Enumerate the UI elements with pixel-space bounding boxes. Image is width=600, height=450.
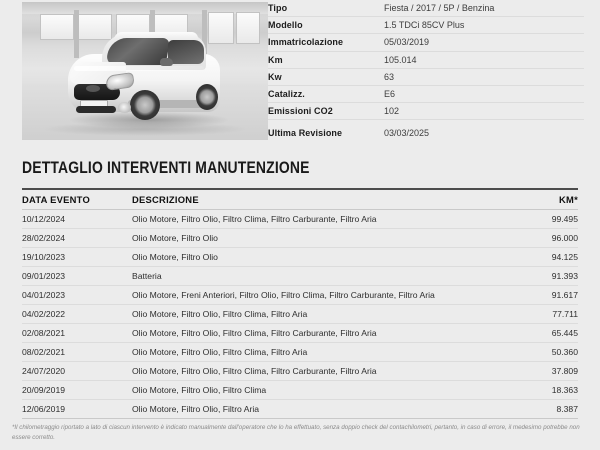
cell-km: 50.360 <box>551 347 578 357</box>
car-foglight <box>118 102 131 113</box>
spec-value: E6 <box>384 89 396 100</box>
spec-label: Immatricolazione <box>268 37 344 48</box>
spec-label: Emissioni CO2 <box>268 106 333 117</box>
cell-description: Batteria <box>132 271 162 281</box>
cell-date: 08/02/2021 <box>22 347 66 357</box>
vehicle-photo <box>22 2 268 140</box>
cell-km: 77.711 <box>552 309 578 319</box>
spec-row-catalizz <box>268 86 584 103</box>
car-front-wheel <box>130 90 160 120</box>
cell-km: 96.000 <box>551 233 578 243</box>
cell-km: 8.387 <box>556 404 578 414</box>
column-header-km: KM* <box>559 194 578 205</box>
spec-value: 105.014 <box>384 54 417 65</box>
vehicle-spec-table <box>268 0 600 145</box>
cell-description: Olio Motore, Filtro Olio <box>132 252 218 262</box>
spec-row-tipo <box>268 0 584 17</box>
spec-value: 63 <box>384 71 395 82</box>
cell-km: 99.495 <box>551 214 578 224</box>
table-row <box>22 248 578 267</box>
spec-label: Tipo <box>268 3 288 14</box>
cell-description: Olio Motore, Filtro Olio, Filtro Clima, Filtro Aria <box>132 309 308 319</box>
car-illustration <box>68 28 230 126</box>
table-row <box>22 267 578 286</box>
cell-date: 20/09/2019 <box>22 385 66 395</box>
spec-label: Modello <box>268 20 303 31</box>
spec-value: Fiesta / 2017 / 5P / Benzina <box>384 3 495 14</box>
cell-description: Olio Motore, Filtro Olio <box>132 233 218 243</box>
spec-row-ultima-revisione <box>268 124 584 141</box>
cell-description: Olio Motore, Filtro Olio, Filtro Clima, Filtro Carburante, Filtro Aria <box>132 328 377 338</box>
cell-km: 91.393 <box>551 271 578 281</box>
spec-value: 05/03/2019 <box>384 37 430 48</box>
cell-description: Olio Motore, Filtro Olio, Filtro Clima, Filtro Carburante, Filtro Aria <box>132 366 377 376</box>
spec-row-emissioni-co2 <box>268 103 584 120</box>
spec-value: 102 <box>384 106 400 117</box>
table-row <box>22 324 578 343</box>
table-header-row <box>22 190 578 210</box>
table-row <box>22 400 578 419</box>
cell-km: 65.445 <box>551 328 578 338</box>
cell-date: 10/12/2024 <box>22 214 66 224</box>
column-header-description: DESCRIZIONE <box>132 194 199 205</box>
cell-date: 04/01/2023 <box>22 290 66 300</box>
spec-label: Ultima Revisione <box>268 127 343 138</box>
cell-description: Olio Motore, Filtro Olio, Filtro Clima, Filtro Aria <box>132 347 308 357</box>
car-side-window <box>168 40 204 64</box>
cell-km: 94.125 <box>551 252 578 262</box>
page-title: DETTAGLIO INTERVENTI MANUTENZIONE <box>22 158 310 177</box>
cell-date: 02/08/2021 <box>22 328 66 338</box>
cell-date: 04/02/2022 <box>22 309 66 319</box>
cell-date: 19/10/2023 <box>22 252 66 262</box>
table-row <box>22 210 578 229</box>
car-brand-badge <box>86 85 100 92</box>
table-row <box>22 362 578 381</box>
spec-value: 03/03/2025 <box>384 127 430 138</box>
spec-row-immatricolazione <box>268 34 584 51</box>
spec-label: Km <box>268 54 283 65</box>
spec-label: Catalizz. <box>268 89 305 100</box>
car-lower-grille <box>76 106 116 113</box>
cell-description: Olio Motore, Filtro Olio, Filtro Clima <box>132 385 267 395</box>
maintenance-table <box>22 188 578 419</box>
spec-label: Kw <box>268 71 282 82</box>
spec-value: 1.5 TDCi 85CV Plus <box>384 20 465 31</box>
column-header-date: DATA EVENTO <box>22 194 91 205</box>
cell-description: Olio Motore, Freni Anteriori, Filtro Olio, Filtro Clima, Filtro Carburante, Filtro Aria <box>132 290 435 300</box>
car-side-mirror <box>160 58 173 66</box>
cell-date: 28/02/2024 <box>22 233 66 243</box>
spec-row-modello <box>268 17 584 34</box>
cell-date: 12/06/2019 <box>22 404 66 414</box>
cell-description: Olio Motore, Filtro Olio, Filtro Aria <box>132 404 260 414</box>
cell-km: 91.617 <box>551 290 578 300</box>
vehicle-photo-container <box>0 0 268 145</box>
cell-km: 18.363 <box>551 385 578 395</box>
vehicle-summary-section <box>0 0 600 145</box>
spec-row-kw <box>268 69 584 86</box>
table-row <box>22 286 578 305</box>
cell-description: Olio Motore, Filtro Olio, Filtro Clima, Filtro Carburante, Filtro Aria <box>132 214 377 224</box>
table-row <box>22 305 578 324</box>
cell-date: 09/01/2023 <box>22 271 66 281</box>
footnote-disclaimer: *Il chilometraggio riportato a lato di ciascun intervento è indicato manualmente dall'operatore che lo ha effettuato, senza doppio check del contachilometri, pertanto, in caso di errore, il medesimo potrebbe non essere corretto. <box>12 424 580 441</box>
cell-date: 24/07/2020 <box>22 366 66 376</box>
car-rear-wheel <box>196 84 218 110</box>
table-row <box>22 343 578 362</box>
cell-km: 37.809 <box>551 366 578 376</box>
showroom-window <box>236 12 260 44</box>
car-body-highlight <box>74 66 204 71</box>
table-row <box>22 229 578 248</box>
table-row <box>22 381 578 400</box>
spec-row-km <box>268 52 584 69</box>
